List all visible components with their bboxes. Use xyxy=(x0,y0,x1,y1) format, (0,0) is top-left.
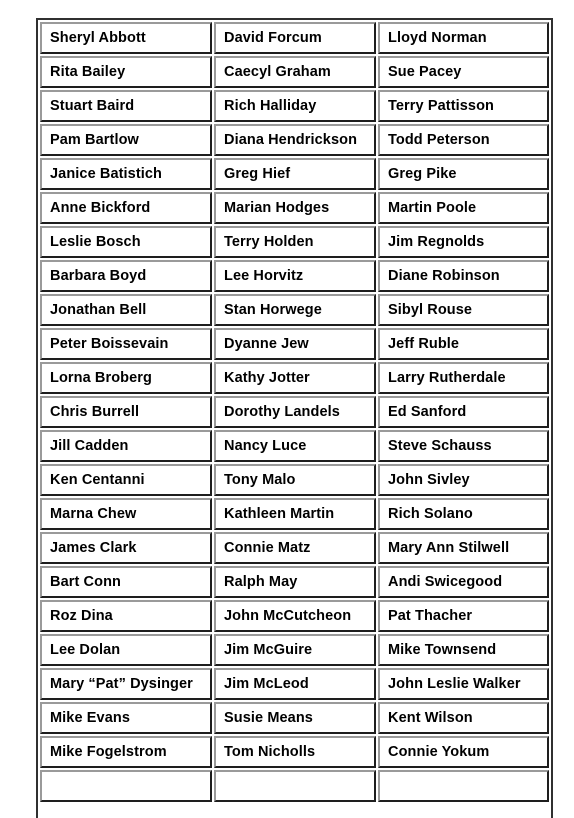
table-row xyxy=(40,498,549,530)
name-cell xyxy=(40,770,212,802)
name-cell: Rich Solano xyxy=(378,498,549,530)
table-row xyxy=(40,464,549,496)
name-cell: Chris Burrell xyxy=(40,396,212,428)
name-cell: Jeff Ruble xyxy=(378,328,549,360)
name-cell: Peter Boissevain xyxy=(40,328,212,360)
name-cell: Larry Rutherdale xyxy=(378,362,549,394)
name-cell: Janice Batistich xyxy=(40,158,212,190)
table-row xyxy=(40,396,549,428)
name-cell: Ralph May xyxy=(214,566,376,598)
name-cell: Terry Holden xyxy=(214,226,376,258)
name-cell: Jonathan Bell xyxy=(40,294,212,326)
name-cell: Jill Cadden xyxy=(40,430,212,462)
table-row xyxy=(40,566,549,598)
name-cell: Greg Hief xyxy=(214,158,376,190)
name-cell: Jim McLeod xyxy=(214,668,376,700)
name-cell: Ed Sanford xyxy=(378,396,549,428)
name-cell: Kathy Jotter xyxy=(214,362,376,394)
name-cell: David Forcum xyxy=(214,22,376,54)
name-cell: Mary “Pat” Dysinger xyxy=(40,668,212,700)
name-cell: Tony Malo xyxy=(214,464,376,496)
name-cell: Greg Pike xyxy=(378,158,549,190)
name-cell: Connie Matz xyxy=(214,532,376,564)
name-cell: Steve Schauss xyxy=(378,430,549,462)
name-cell: Marian Hodges xyxy=(214,192,376,224)
name-cell: Rich Halliday xyxy=(214,90,376,122)
name-cell: Terry Pattisson xyxy=(378,90,549,122)
table-row xyxy=(40,668,549,700)
name-cell: Lee Dolan xyxy=(40,634,212,666)
name-cell: James Clark xyxy=(40,532,212,564)
name-cell: Andi Swicegood xyxy=(378,566,549,598)
name-cell: Martin Poole xyxy=(378,192,549,224)
name-cell: Marna Chew xyxy=(40,498,212,530)
name-cell: Connie Yokum xyxy=(378,736,549,768)
name-cell: Rita Bailey xyxy=(40,56,212,88)
table-row xyxy=(40,90,549,122)
name-cell: John Leslie Walker xyxy=(378,668,549,700)
name-cell: Jim Regnolds xyxy=(378,226,549,258)
name-cell: Caecyl Graham xyxy=(214,56,376,88)
name-cell: Diane Robinson xyxy=(378,260,549,292)
name-cell: Susie Means xyxy=(214,702,376,734)
name-cell: Sheryl Abbott xyxy=(40,22,212,54)
table-row xyxy=(40,294,549,326)
name-cell: Dyanne Jew xyxy=(214,328,376,360)
table-row xyxy=(40,702,549,734)
name-cell: Kent Wilson xyxy=(378,702,549,734)
table-row xyxy=(40,192,549,224)
name-cell: Ken Centanni xyxy=(40,464,212,496)
name-cell: John McCutcheon xyxy=(214,600,376,632)
name-cell: Mary Ann Stilwell xyxy=(378,532,549,564)
table-row xyxy=(40,362,549,394)
table-row xyxy=(40,226,549,258)
name-cell xyxy=(214,770,376,802)
name-cell: Pam Bartlow xyxy=(40,124,212,156)
name-cell: Leslie Bosch xyxy=(40,226,212,258)
name-cell: Sibyl Rouse xyxy=(378,294,549,326)
name-table xyxy=(38,20,551,804)
name-cell: Jim McGuire xyxy=(214,634,376,666)
name-cell: Roz Dina xyxy=(40,600,212,632)
name-cell xyxy=(378,770,549,802)
name-cell: Nancy Luce xyxy=(214,430,376,462)
name-cell: Mike Evans xyxy=(40,702,212,734)
name-cell: Tom Nicholls xyxy=(214,736,376,768)
name-cell: Sue Pacey xyxy=(378,56,549,88)
name-cell: Lee Horvitz xyxy=(214,260,376,292)
name-cell: Pat Thacher xyxy=(378,600,549,632)
name-cell: Lloyd Norman xyxy=(378,22,549,54)
table-row xyxy=(40,260,549,292)
name-cell: Stuart Baird xyxy=(40,90,212,122)
name-cell: Bart Conn xyxy=(40,566,212,598)
name-cell: Diana Hendrickson xyxy=(214,124,376,156)
name-cell: Anne Bickford xyxy=(40,192,212,224)
table-row xyxy=(40,124,549,156)
table-row xyxy=(40,600,549,632)
name-cell: Mike Townsend xyxy=(378,634,549,666)
name-cell: Dorothy Landels xyxy=(214,396,376,428)
name-cell: John Sivley xyxy=(378,464,549,496)
name-cell: Mike Fogelstrom xyxy=(40,736,212,768)
table-row xyxy=(40,736,549,768)
table-row xyxy=(40,56,549,88)
table-row xyxy=(40,634,549,666)
name-cell: Kathleen Martin xyxy=(214,498,376,530)
table-row xyxy=(40,22,549,54)
table-row xyxy=(40,158,549,190)
name-table-frame xyxy=(36,18,553,818)
name-cell: Barbara Boyd xyxy=(40,260,212,292)
table-row xyxy=(40,770,549,802)
name-cell: Lorna Broberg xyxy=(40,362,212,394)
name-cell: Stan Horwege xyxy=(214,294,376,326)
name-cell: Todd Peterson xyxy=(378,124,549,156)
table-row xyxy=(40,532,549,564)
table-row xyxy=(40,430,549,462)
table-row xyxy=(40,328,549,360)
